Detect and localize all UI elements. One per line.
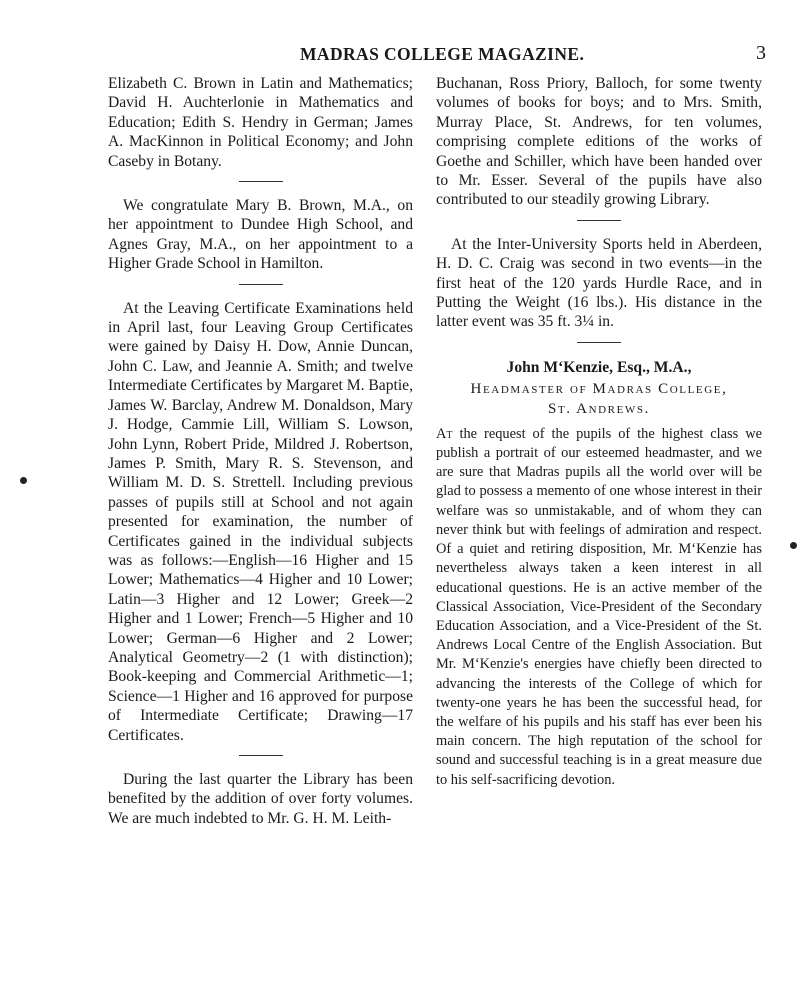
library-paragraph: During the last quarter the Library has been benefited by the addition of over forty volumes. We are much indebted to Mr. G. H. M. Leith- bbox=[108, 771, 413, 827]
lead-word: At bbox=[436, 425, 453, 442]
headmaster-heading bbox=[436, 357, 762, 419]
page-header bbox=[0, 44, 800, 74]
leaving-certificate-paragraph: At the Leaving Certificate Examinations held in April last, four Leaving Group Certificates were gained by Daisy H. Dow, Annie Duncan, John C. Law, and Jeannie A. Smith; and twelve Intermediate Certificates by Margaret M. Baptie, James W. Barclay, Andrew M. Donaldson, Mary J. Hodge, Cammie Lill, William S. Lowson, John Lynn, Robert Pride, Mildred J. Robertson, James P. Smith, Mary R. S. Stevenson, and William M. D. S. Strettell. Including previous passes of pupils still at School and not again presented for examination, the number of Certificates gained in the individual subjects was as follows:—English—16 Higher and 15 Lower; Mathematics—4 Higher and 10 Lower; Latin—3 Higher and 12 Lower; Greek—2 Higher and 1 Lower; French—5 Higher and 10 Lower; German—6 Higher and 2 Lower; Analytical Geometry—2 (1 with distinction); Book-keeping and Commercial Arithmetic—1; Science—1 Higher and 16 approved for purpose of Intermediate Certificate; Drawing—17 Certificates. bbox=[108, 299, 413, 744]
right-column bbox=[436, 74, 762, 790]
section-divider bbox=[239, 181, 283, 182]
library-continuation-paragraph: Buchanan, Ross Priory, Balloch, for some twenty volumes of books for boys; and to Mrs. Smith, Murray Place, St. Andrews, for ten volumes, comprising complete editions of the works of Goethe and Schiller, which have been handed over to Mr. Esser. Several of the pupils have also contributed to our steadily growing Library. bbox=[436, 75, 762, 209]
binding-hole-mark bbox=[790, 542, 797, 549]
binding-hole-mark bbox=[20, 477, 27, 484]
section-divider bbox=[239, 755, 283, 756]
headmaster-location: St. Andrews. bbox=[548, 400, 650, 417]
sports-paragraph: At the Inter-University Sports held in Aberdeen, H. D. C. Craig was second in two events—in the first heat of the 120 yards Hurdle Race, and in Putting the Weight (16 lbs.). His distance in the latter event was 35 ft. 3¼ in. bbox=[436, 235, 762, 331]
results-continuation-paragraph: Elizabeth C. Brown in Latin and Mathematics; David H. Auchterlonie in Mathematics and Education; Edith S. Hendry in German; James A. MacKinnon in Political Economy; and John Caseby in Botany. bbox=[108, 75, 413, 170]
headmaster-article-paragraph bbox=[436, 425, 762, 790]
section-divider bbox=[577, 342, 621, 343]
headmaster-title: Headmaster of Madras College, bbox=[470, 380, 728, 397]
left-column bbox=[108, 74, 413, 828]
page-number: 3 bbox=[756, 42, 766, 64]
headmaster-article-text: the request of the pupils of the highest class we publish a portrait of our esteemed headmaster, and we are sure that Madras pupils all the world over will be glad to possess a memento of one whose interest in their welfare was so unmistakable, and of whom they can never think but with feelings of admiration and respect. Of a quiet and retiring disposition, Mr. M‘Kenzie has nevertheless always taken a keen interest in all educational questions. He is an active member of the Classical Association, Vice-President of the Secondary Education Association, and a Vice-President of the St. Andrews Local Centre of the English Association. But Mr. M‘Kenzie's energies have chiefly been directed to advancing the interests of the College of which for twenty-one years he has been the successful head, for the welfare of his pupils and his staff has ever been his main concern. The high reputation of the school for sound and successful teaching is in a great measure due to his self-sacrificing devotion. bbox=[436, 425, 762, 788]
congratulations-paragraph: We congratulate Mary B. Brown, M.A., on her appointment to Dundee High School, and Agnes Gray, M.A., on her appointment to a Higher Grade School in Hamilton. bbox=[108, 197, 413, 273]
section-divider bbox=[577, 220, 621, 221]
magazine-title: MADRAS COLLEGE MAGAZINE. bbox=[300, 44, 585, 64]
section-divider bbox=[239, 284, 283, 285]
headmaster-name: John M‘Kenzie, Esq., M.A., bbox=[506, 358, 692, 376]
